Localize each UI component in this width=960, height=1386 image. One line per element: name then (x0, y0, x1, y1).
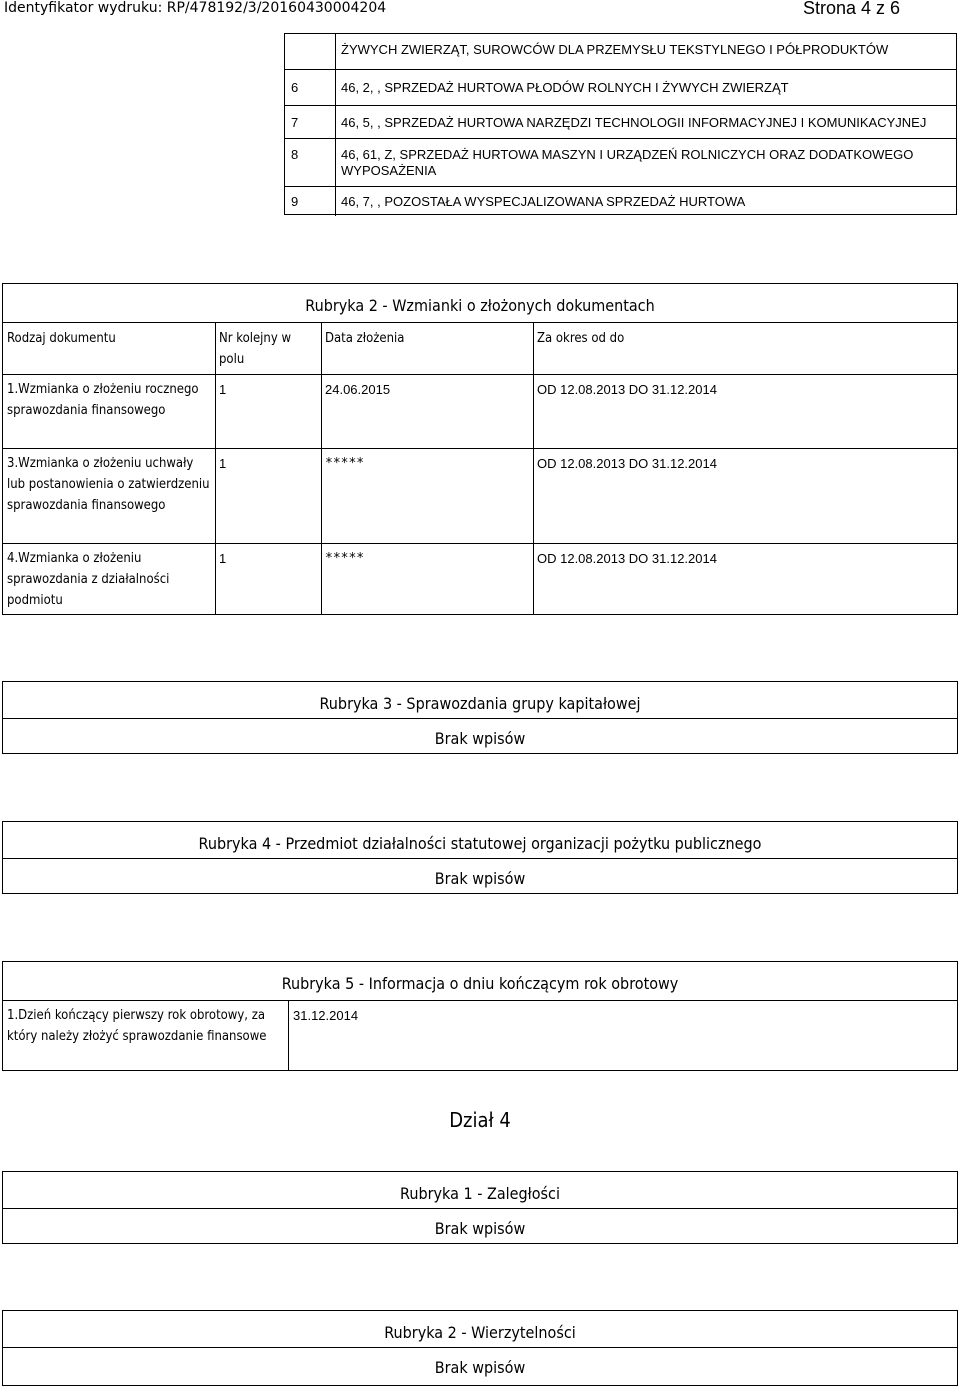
zaleglosci-title: Rubryka 1 - Zaległości (400, 1184, 560, 1203)
rubryka-2-section (2, 283, 958, 615)
wierzytelnosci-empty: Brak wpisów (434, 1358, 526, 1377)
rubryka-5-section (2, 961, 958, 1071)
activity-number: 8 (291, 147, 299, 162)
rubryka-4-title: Rubryka 4 - Przedmiot działalności statutowej organizacji pożytku publicznego (198, 834, 762, 853)
rubryka-3-empty: Brak wpisów (434, 729, 526, 748)
wierzytelnosci-section (2, 1310, 958, 1386)
column-header-nr: Nr kolejny w polu (219, 331, 292, 367)
activity-text: 46, 5, , SPRZEDAŻ HURTOWA NARZĘDZI TECHNOLOGII INFORMACYJNEJ I KOMUNIKACYJNEJ (341, 115, 927, 130)
rubryka-4-section (2, 821, 958, 894)
activity-row (285, 106, 956, 139)
activity-row (285, 187, 956, 216)
document-period: OD 12.08.2013 DO 31.12.2014 (537, 551, 717, 566)
document-type: 1.Wzmianka o złożeniu rocznego sprawozdania finansowego (7, 382, 199, 418)
wierzytelnosci-title: Rubryka 2 - Wierzytelności (384, 1323, 576, 1342)
activity-number: 9 (291, 194, 299, 209)
document-nr: 1 (219, 456, 227, 471)
document-date: 24.06.2015 (325, 382, 391, 397)
column-header-date: Data złożenia (325, 331, 405, 346)
activity-text: 46, 2, , SPRZEDAŻ HURTOWA PŁODÓW ROLNYCH I ŻYWYCH ZWIERZĄT (341, 80, 789, 95)
document-nr: 1 (219, 551, 227, 566)
fiscal-year-label: 1.Dzień kończący pierwszy rok obrotowy, za który należy złożyć sprawozdanie finansowe (7, 1008, 267, 1044)
activity-row (285, 70, 956, 106)
document-nr: 1 (219, 382, 227, 397)
activity-row (285, 139, 956, 187)
rubryka-3-section (2, 681, 958, 754)
rubryka-5-title: Rubryka 5 - Informacja o dniu kończącym rok obrotowy (281, 974, 679, 993)
document-date: ***** (325, 456, 365, 471)
page-number: Strona 4 z 6 (802, 0, 900, 18)
activity-number: 7 (291, 115, 299, 130)
document-period: OD 12.08.2013 DO 31.12.2014 (537, 382, 717, 397)
document-type: 4.Wzmianka o złożeniu sprawozdania z działalności podmiotu (7, 551, 170, 608)
zaleglosci-empty: Brak wpisów (434, 1219, 526, 1238)
document-type: 3.Wzmianka o złożeniu uchwały lub postanowienia o zatwierdzeniu sprawozdania finansowego (7, 456, 210, 513)
rubryka-2-title: Rubryka 2 - Wzmianki o złożonych dokumentach (305, 296, 655, 315)
print-identifier: Identyfikator wydruku: RP/478192/3/20160430004204 (4, 0, 387, 16)
activities-table (284, 33, 957, 215)
document-period: OD 12.08.2013 DO 31.12.2014 (537, 456, 717, 471)
zaleglosci-section (2, 1171, 958, 1244)
activity-text: ŻYWYCH ZWIERZĄT, SUROWCÓW DLA PRZEMYSŁU TEKSTYLNEGO I PÓŁPRODUKTÓW (341, 42, 889, 57)
activity-text: 46, 61, Z, SPRZEDAŻ HURTOWA MASZYN I URZĄDZEŃ ROLNICZYCH ORAZ DODATKOWEGO WYPOSAŻENIA (341, 147, 914, 178)
column-header-period: Za okres od do (537, 331, 625, 346)
document-date: ***** (325, 551, 365, 566)
activity-text: 46, 7, , POZOSTAŁA WYSPECJALIZOWANA SPRZEDAŻ HURTOWA (341, 194, 746, 209)
activity-row (285, 34, 956, 70)
rubryka-3-title: Rubryka 3 - Sprawozdania grupy kapitałowej (319, 694, 641, 713)
fiscal-year-end-date: 31.12.2014 (293, 1008, 359, 1023)
column-header-type: Rodzaj dokumentu (7, 331, 116, 346)
rubryka-4-empty: Brak wpisów (434, 869, 526, 888)
section-heading: Dział 4 (449, 1108, 511, 1132)
activity-number: 6 (291, 80, 299, 95)
